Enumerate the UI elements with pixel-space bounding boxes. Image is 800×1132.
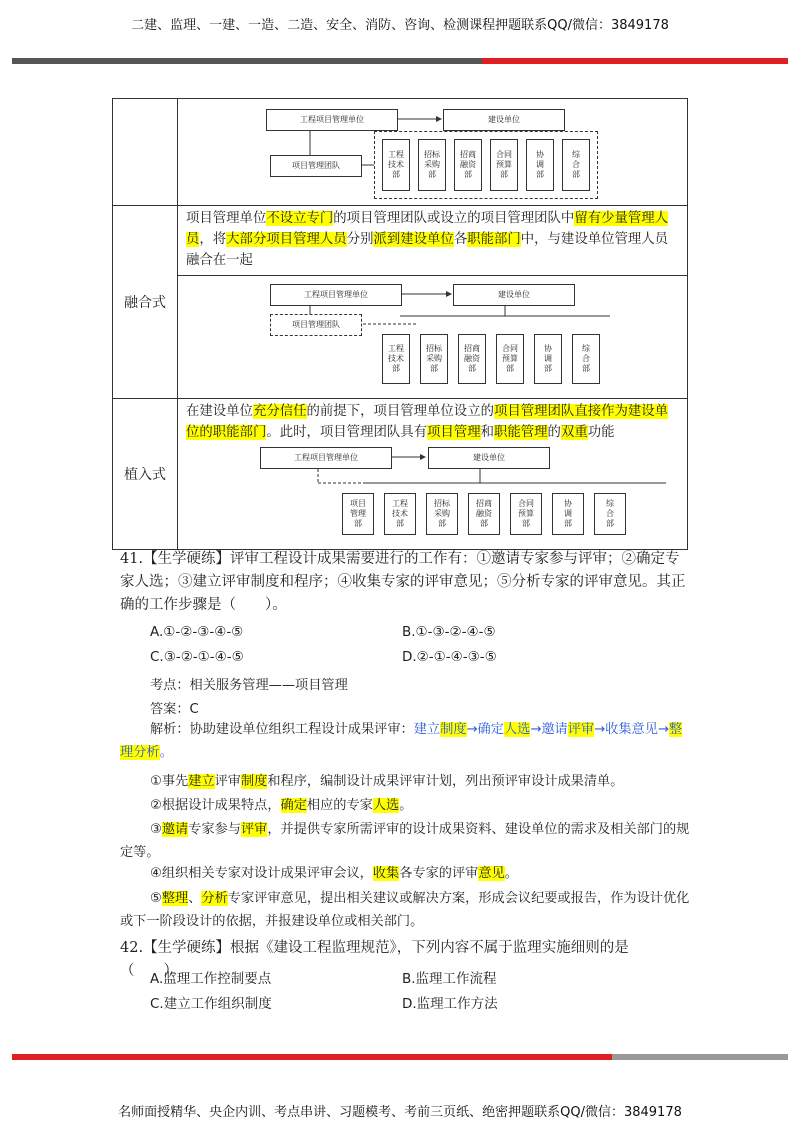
page-header: 二建、监理、一建、一造、二造、安全、消防、咨询、检测课程押题联系QQ/微信：3849178 (131, 18, 669, 33)
unit-box: 工程项目管理单位 (270, 284, 402, 306)
q42-stem: 42.【生学硬练】根据《建设工程监理规范》，下列内容不属于监理实施细则的是（ ）。 (120, 940, 629, 979)
text-segment: 。 (399, 798, 413, 813)
text-segment: 建立 (188, 774, 215, 789)
text-segment: →邀请 (530, 722, 568, 737)
text-segment: 制度 (440, 722, 467, 737)
q42-option-a: A.监理工作控制要点 (150, 971, 272, 987)
text-segment: 整理 (161, 891, 189, 906)
dept-box: 招商 融资 部 (458, 334, 486, 384)
dept-box: 招标 采购 部 (426, 493, 458, 535)
dept-box: 协 调 部 (526, 139, 554, 191)
q41-kaodian: 考点：相关服务管理——项目管理 (150, 678, 348, 693)
q41-step-1 (120, 770, 690, 793)
q41-option-a: A.①-②-③-④-⑤ (150, 624, 244, 640)
text-segment: 和程序，编制设计成果评审计划，列出预评审设计成果清单。 (267, 774, 624, 789)
text-segment: 评审 (567, 722, 595, 737)
jiexi-prefix: 解析：协助建设单位组织工程设计成果评审： (150, 722, 414, 737)
text-segment: ②根据设计成果特点， (150, 798, 281, 813)
text-segment: ①事先 (150, 774, 189, 789)
label-zhiru: 植入式 (113, 399, 178, 550)
dept-box: 工程 技术 部 (384, 493, 416, 535)
unit-box: 工程项目管理单位 (260, 447, 392, 469)
text-segment: ，将 (199, 232, 227, 247)
q42-option-c: C.建立工作组织制度 (150, 996, 272, 1012)
text-segment: ④组织相关专家对设计成果评审会议， (150, 866, 373, 881)
footer-band (12, 1054, 788, 1060)
text-segment: 邀请 (161, 822, 189, 837)
dept-box: 招标 采购 部 (418, 139, 446, 191)
dept-box: 项目 管理 部 (342, 493, 374, 535)
dept-box: 综 合 部 (594, 493, 626, 535)
text-segment: 职能部门 (467, 232, 521, 247)
text-segment: 的前提下，项目管理单位设立的 (306, 404, 494, 419)
owner-box: 建设单位 (428, 447, 550, 469)
text-segment: 意见 (478, 866, 505, 881)
text-segment: 。 (159, 745, 173, 760)
q41-step-2 (120, 794, 690, 817)
dept-box: 合同 预算 部 (496, 334, 524, 384)
page-footer: 名师面授精华、央企内训、考点串讲、习题模考、考前三页纸、绝密押题联系QQ/微信：3849178 (118, 1105, 682, 1120)
zhiru-text (178, 399, 687, 443)
header-band (12, 58, 788, 64)
text-segment: 人选 (503, 722, 531, 737)
text-segment: ⑤ (150, 891, 162, 906)
q42-option-d: D.监理工作方法 (402, 996, 498, 1012)
text-segment: 充分信任 (252, 404, 307, 419)
text-segment: 项目管理团队直接作为建设单位的职能部门 (186, 404, 669, 440)
team-box: 项目管理团队 (270, 155, 362, 177)
text-segment: ，并提供专家所需评审的设计成果资料、建设单位的需求及相关部门的规定等。 (120, 822, 690, 860)
text-segment: →收集意见→ (594, 722, 669, 737)
q41-option-d: D.②-①-④-③-⑤ (402, 649, 497, 665)
text-segment: 功能 (587, 425, 615, 440)
text-segment: 分析 (201, 891, 228, 906)
text-segment: 、 (188, 891, 202, 906)
ronghe-text (178, 206, 687, 271)
q41-stem: 41.【生学硬练】评审工程设计成果需要进行的工作有：①邀请专家参与评审；②确定专家人选；③建立评审制度和程序；④收集专家的评审意见；⑤分析专家的评审意见。其正确的工作步骤是（ ）。 (120, 551, 686, 613)
label-ronghe: 融合式 (113, 206, 178, 399)
text-segment: 职能管理 (493, 425, 548, 440)
text-segment: 确定 (280, 798, 307, 813)
dept-box: 招商 融资 部 (468, 493, 500, 535)
diagram-1 (178, 99, 687, 205)
text-segment: 项目管理单位 (186, 211, 267, 226)
text-segment: 双重 (560, 425, 588, 440)
q42-option-b: B.监理工作流程 (402, 971, 497, 987)
dept-box: 招商 融资 部 (454, 139, 482, 191)
dept-box: 综 合 部 (562, 139, 590, 191)
dept-box: 综 合 部 (572, 334, 600, 384)
text-segment: 。 (504, 866, 518, 881)
row-label-empty (113, 99, 178, 206)
text-segment: 制度 (240, 774, 268, 789)
q41-step-4 (120, 862, 690, 885)
dept-box: 协 调 部 (552, 493, 584, 535)
text-segment: 的 (547, 425, 561, 440)
q41-step-5 (120, 887, 690, 933)
text-segment: 不设立专门 (266, 211, 334, 226)
owner-box: 建设单位 (443, 109, 565, 131)
text-segment: 在建设单位 (186, 404, 253, 419)
text-segment: 相应的专家 (306, 798, 373, 813)
text-segment: ③ (150, 822, 162, 837)
diagram-3 (178, 443, 687, 541)
q41-option-c: C.③-②-①-④-⑤ (150, 649, 244, 665)
question-41 (120, 548, 690, 617)
q41-option-b: B.①-③-②-④-⑤ (402, 624, 496, 640)
text-segment: 评审 (214, 774, 241, 789)
diagram-2 (178, 275, 687, 396)
text-segment: 收集 (372, 866, 400, 881)
text-segment: 整理分析 (120, 722, 683, 760)
text-segment: 大部分项目管理人员 (226, 232, 347, 247)
owner-box: 建设单位 (453, 284, 575, 306)
org-table (112, 98, 688, 550)
text-segment: 。此时，项目管理团队具有 (266, 425, 428, 440)
text-segment: 评审 (240, 822, 268, 837)
text-segment: 和 (480, 425, 494, 440)
text-segment: 各 (453, 232, 468, 247)
unit-box: 工程项目管理单位 (266, 109, 398, 131)
text-segment: 建立 (413, 722, 441, 737)
text-segment: →确定 (466, 722, 504, 737)
text-segment: 专家评审意见，提出相关建议或解决方案，形成会议纪要或报告，作为设计优化或下一阶段设计的依据，并报建设单位或相关部门。 (120, 891, 690, 929)
q41-step-3 (120, 818, 690, 864)
dept-box: 工程 技术 部 (382, 334, 410, 384)
q41-answer: 答案：C (150, 702, 199, 717)
text-segment: 专家参与 (188, 822, 241, 837)
text-segment: 派到建设单位 (373, 232, 454, 247)
text-segment: 留有少量管理人员 (186, 211, 669, 247)
text-segment: 中，与建设单位管理人员融合在一起 (186, 232, 669, 268)
dept-box: 招标 采购 部 (420, 334, 448, 384)
dept-box: 工程 技术 部 (382, 139, 410, 191)
dept-box: 合同 预算 部 (490, 139, 518, 191)
text-segment: 分别 (346, 232, 374, 247)
text-segment: 各专家的评审 (399, 866, 479, 881)
text-segment: 项目管理 (427, 425, 481, 440)
dept-box: 协 调 部 (534, 334, 562, 384)
team-box: 项目管理团队 (270, 314, 362, 336)
text-segment: 的项目管理团队或设立的项目管理团队中 (333, 211, 575, 226)
q41-jiexi (120, 718, 690, 764)
text-segment: 人选 (372, 798, 400, 813)
dept-box: 合同 预算 部 (510, 493, 542, 535)
